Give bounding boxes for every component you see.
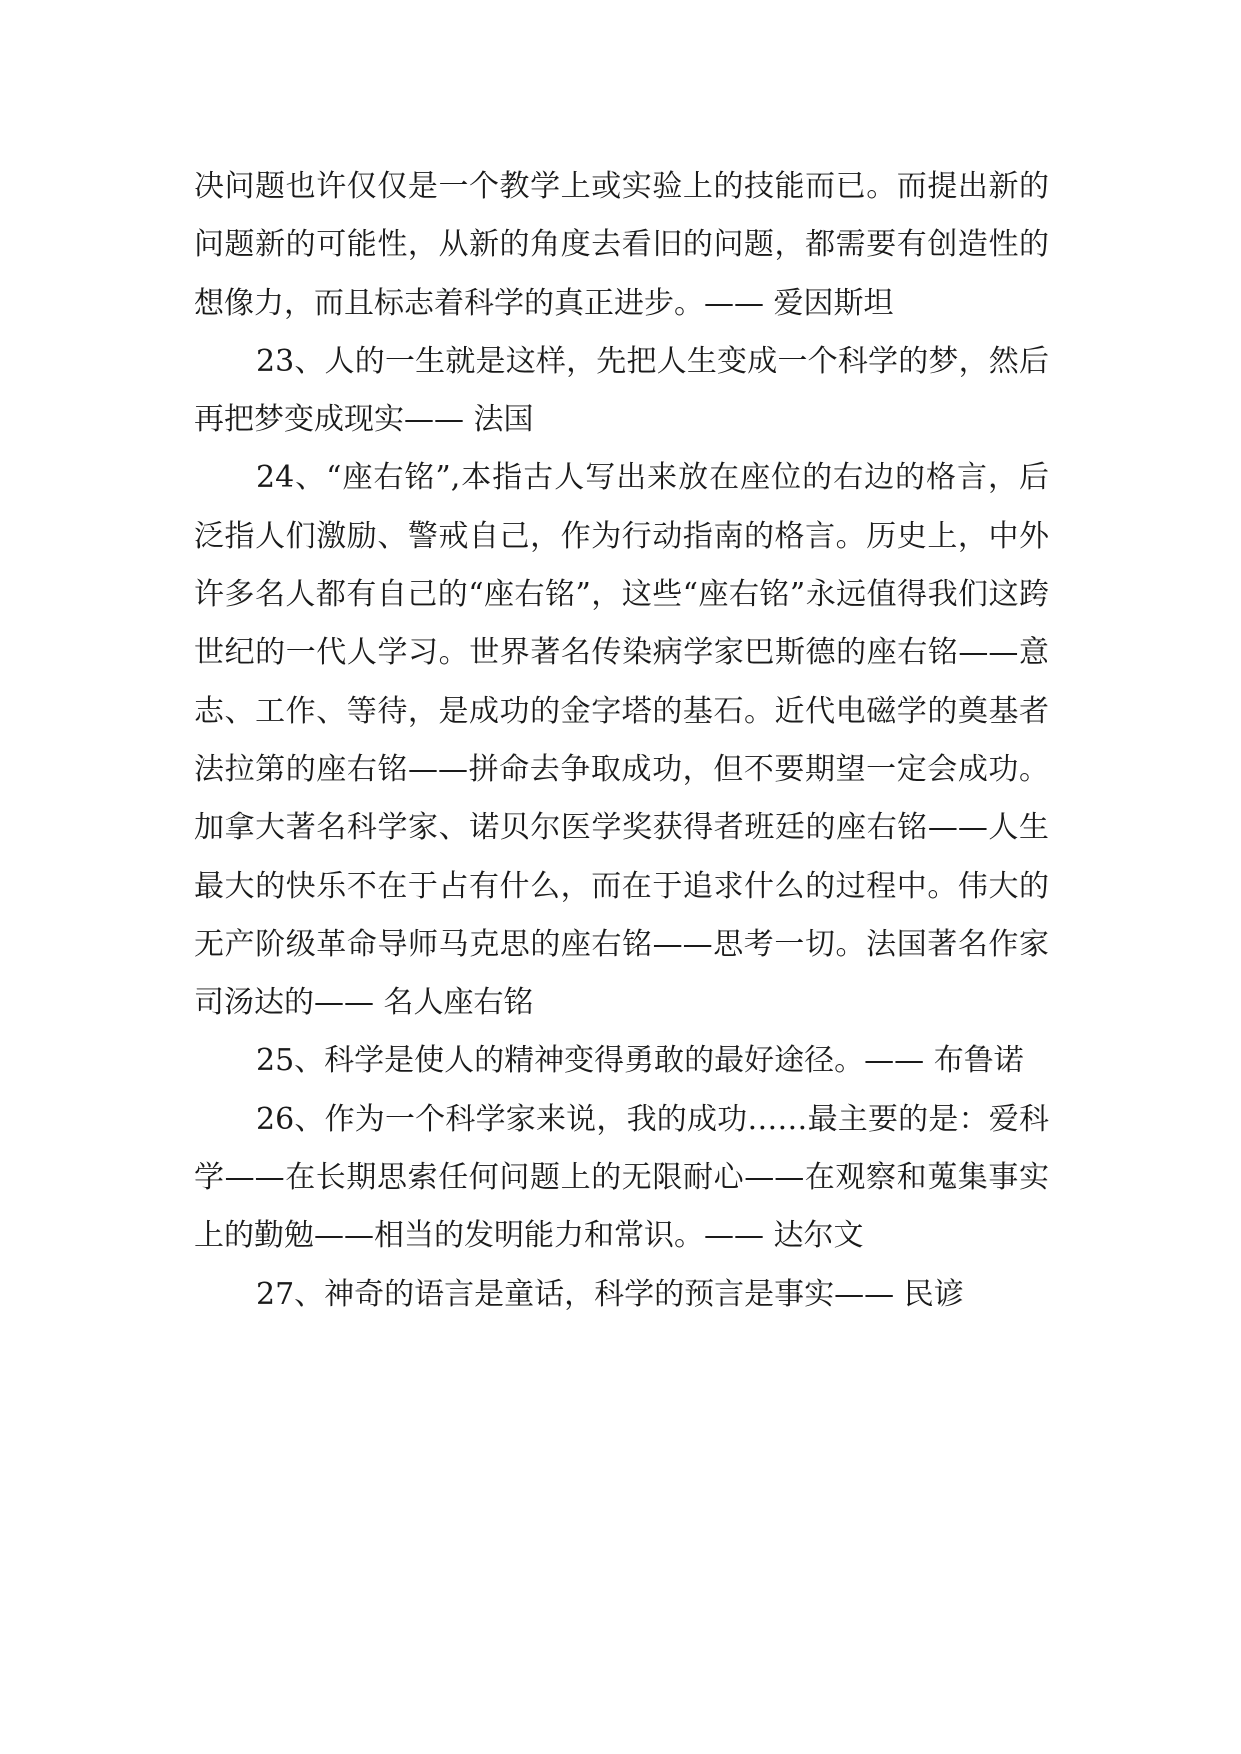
paragraph-continuation: 决问题也许仅仅是一个教学上或实验上的技能而已。而提出新的问题新的可能性，从新的角度去看旧的问题，都需要有创造性的想像力，而且标志着科学的真正进步。—— 爱因斯坦 xyxy=(194,169,1049,321)
paragraph-quote-27: 27、神奇的语言是童话，科学的预言是事实—— 民谚 xyxy=(256,1276,964,1312)
paragraph-quote-26: 26、作为一个科学家来说，我的成功……最主要的是：爱科学——在长期思索任何问题上的无限耐心——在观察和蒐集事实上的勤勉——相当的发明能力和常识。—— 达尔文 xyxy=(194,1101,1049,1254)
paragraph-quote-25: 25、科学是使人的精神变得勇敢的最好途径。—— 布鲁诺 xyxy=(256,1043,1024,1079)
document-body xyxy=(194,158,1049,1324)
paragraph-quote-24: 24、“座右铭”,本指古人写出来放在座位的右边的格言，后泛指人们激励、警戒自己，作为行动指南的格言。历史上，中外许多名人都有自己的“座右铭”，这些“座右铭”永远值得我们这跨世纪的一代人学习。世界著名传染病学家巴斯德的座右铭——意志、工作、等待，是成功的金字塔的基石。近代电磁学的奠基者法拉第的座右铭——拼命去争取成功，但不要期望一定会成功。加拿大著名科学家、诺贝尔医学奖获得者班廷的座右铭——人生最大的快乐不在于占有什么，而在于追求什么的过程中。伟大的无产阶级革命导师马克思的座右铭——思考一切。法国著名作家司汤达的—— 名人座右铭 xyxy=(194,460,1049,1021)
paragraph-quote-23: 23、人的一生就是这样，先把人生变成一个科学的梦，然后再把梦变成现实—— 法国 xyxy=(194,343,1049,438)
